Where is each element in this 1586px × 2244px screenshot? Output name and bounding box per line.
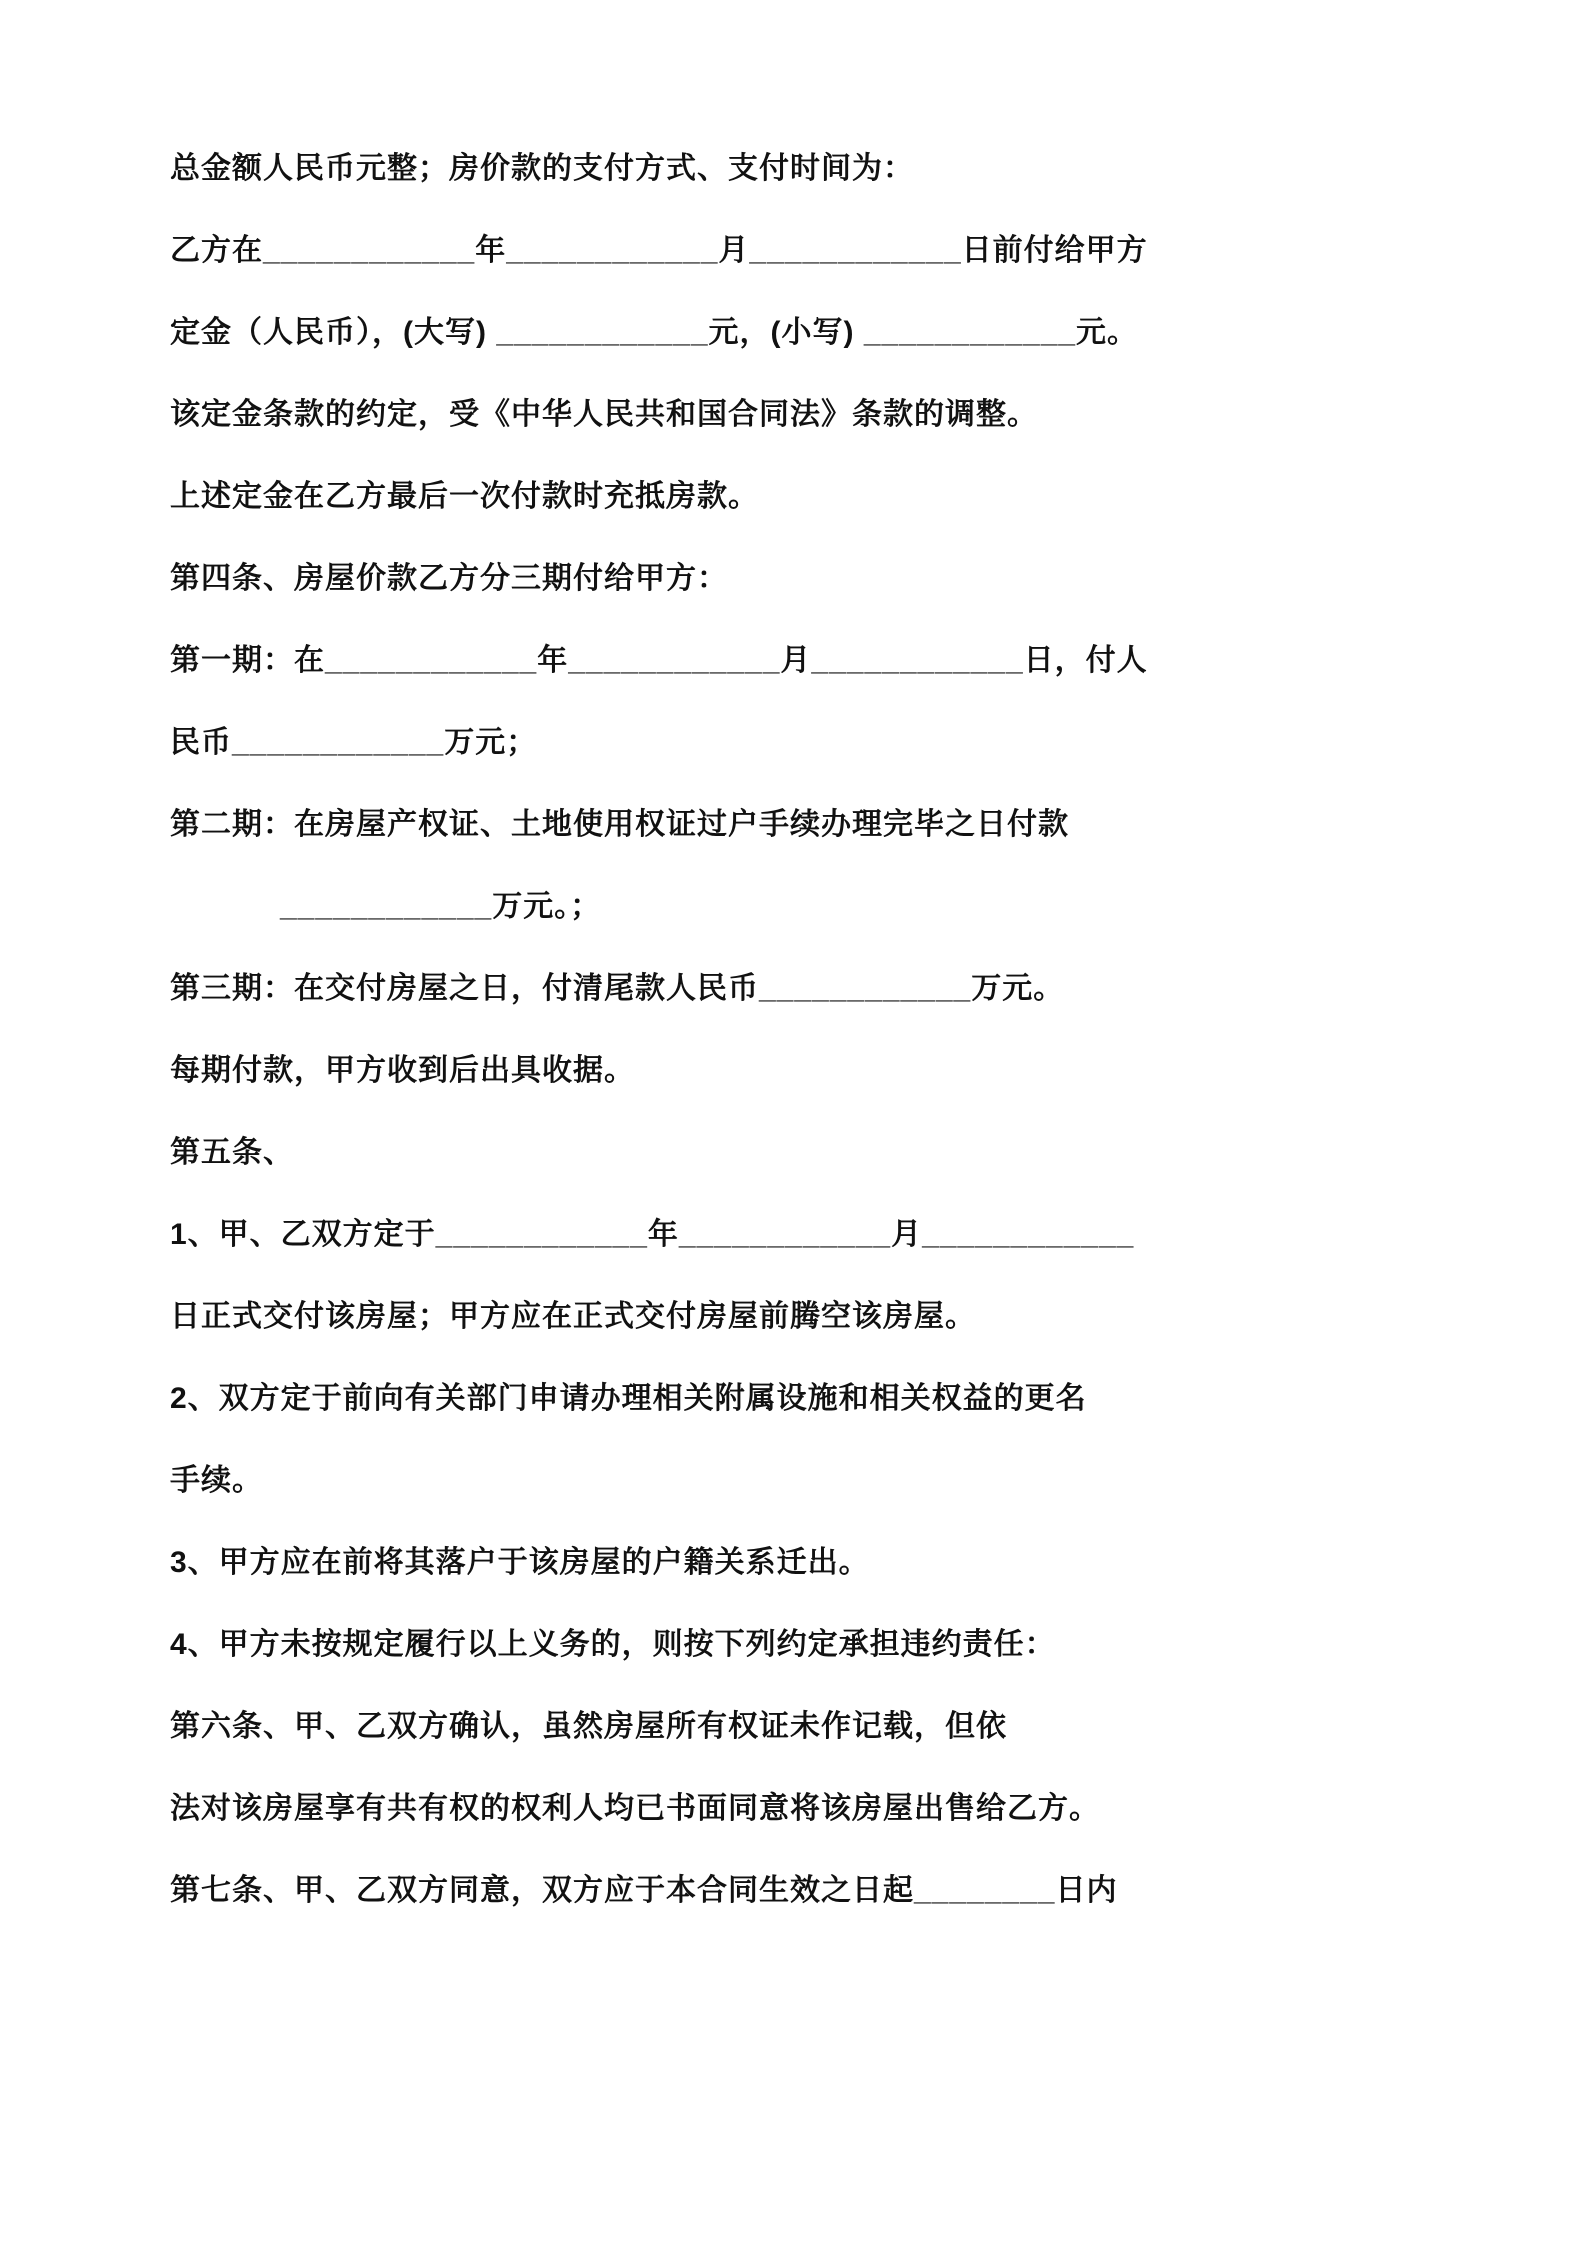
document-line: 第二期：在房屋产权证、土地使用权证过户手续办理完毕之日付款	[170, 808, 1069, 841]
document-line: 总金额人民币元整；房价款的支付方式、支付时间为：	[170, 152, 914, 185]
document-content	[170, 128, 1430, 1932]
document-line: 手续。	[170, 1464, 263, 1497]
document-line: 第一期：在____________年____________月____________日，付人	[170, 644, 1148, 677]
document-line: 该定金条款的约定，受《中华人民共和国合同法》条款的调整。	[170, 398, 1038, 431]
document-line: 法对该房屋享有共有权的权利人均已书面同意将该房屋出售给乙方。	[170, 1792, 1100, 1825]
document-line: 2、双方定于前向有关部门申请办理相关附属设施和相关权益的更名	[170, 1382, 1087, 1415]
document-line: ____________万元。；	[280, 890, 602, 923]
document-line: 民币____________万元；	[170, 726, 538, 759]
document-line: 乙方在____________年____________月____________日前付给甲方	[170, 234, 1148, 267]
document-line: 1、甲、乙双方定于____________年____________月____________	[170, 1218, 1135, 1251]
document-line: 3、甲方应在前将其落户于该房屋的户籍关系迁出。	[170, 1546, 870, 1579]
document-line: 日正式交付该房屋；甲方应在正式交付房屋前腾空该房屋。	[170, 1300, 976, 1333]
document-line: 每期付款，甲方收到后出具收据。	[170, 1054, 635, 1087]
document-line: 第五条、	[170, 1136, 294, 1169]
document-line: 第三期：在交付房屋之日，付清尾款人民币____________万元。	[170, 972, 1065, 1005]
document-line: 上述定金在乙方最后一次付款时充抵房款。	[170, 480, 759, 513]
document-line: 第七条、甲、乙双方同意，双方应于本合同生效之日起________日内	[170, 1874, 1118, 1907]
document-line: 4、甲方未按规定履行以上义务的，则按下列约定承担违约责任：	[170, 1628, 1056, 1661]
document-line: 第四条、房屋价款乙方分三期付给甲方：	[170, 562, 728, 595]
document-line: 第六条、甲、乙双方确认，虽然房屋所有权证未作记载，但依	[170, 1710, 1007, 1743]
document-line: 定金（人民币），(大写) ____________元，(小写) ____________元。	[170, 316, 1139, 349]
